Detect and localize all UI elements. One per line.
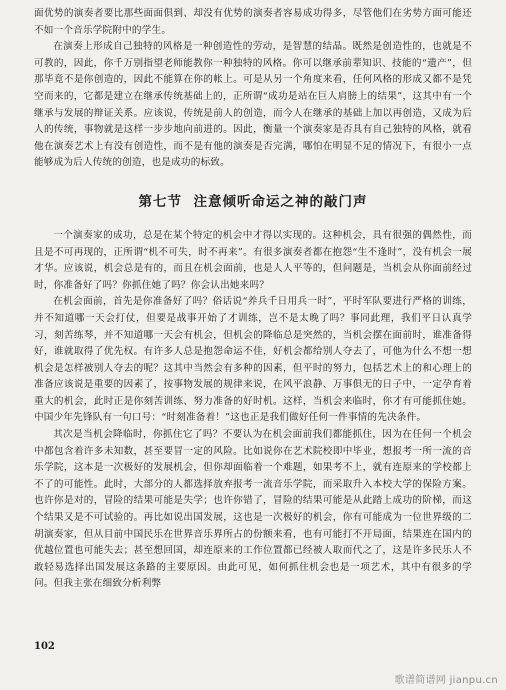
section-heading <box>34 190 472 210</box>
paragraph-continued: 面优势的演奏者要比那些面面俱到、却没有优势的演奏者容易成功得多，尽管他们在劣势方面可能还不如一个音乐学院附中的学生。 <box>34 8 472 36</box>
paragraph-preparation: 在机会面前，首先是你准备好了吗？俗话说“养兵千日用兵一时”，平时军队要进行严格的训练，并不知道哪一天会打仗，但要是战事开始了才训练，岂不是太晚了吗？事同此理，我们平日认真学习，刻苦练琴，并不知道哪一天会有机会，但机会的降临总是突然的，当机会摆在面前时，谁准备得好，谁就取得了优先权。有许多人总是抱怨命运不佳，好机会都给别人夺去了，可他为什么不想一想机会是怎样被别人夺去的呢？这其中当然会有多种的因素，但平时的努力，包括艺术上的和心理上的准备应该说是重要的因素了，按事物发展的规律来说，在风平浪静、万事俱无的日子中，一定孕育着重大的机会，此时正是你刻苦训练、努力准备的好时机。这样，当机会来临时，你才有可能抓住她。中国少年先锋队有一句口号：“时刻准备着！”这也正是我们做好任何一件事情的先决条件。 <box>34 296 472 424</box>
section-number: 第七节 <box>138 193 183 210</box>
paragraph-style: 在演奏上形成自己独特的风格是一种创造性的劳动，是智慧的结晶。既然是创造性的，也就是不可教的，因此，你千万别指望老师能教你一种独特的风格。你可以继承前辈知识、技能的“遗产”，但那毕竟不是你创造的，因此不能算在你的帐上。可是从另一个角度来看，任何风格的形成又都不是凭空而来的，它都是建立在继承传统基础上的，正所谓“成功是站在巨人肩膀上的结果”，这其中有一个继承与发展的辩证关系。应该说，传统是前人的创造，而今人在继承的基础上加以再创造，又成为后人的传统，事物就是这样一步步地向前进的。因此，衡量一个演奏家是否具有自己独特的风格，就看他在演奏艺术上有没有创造性，而不是有他的演奏是否完满，哪怕在明显不足的情况下，有很小一点能够成为后人传统的创造，也是成功的标致。 <box>34 41 472 169</box>
paragraph-seize: 其次是当机会降临时，你抓住它了吗？不要认为在机会面前我们都能抓住，因为在任何一个机会中都包含着许多未知数，甚至要冒一定的风险。比如说你在艺术院校即中毕业，想报考一所一流的音乐学院，这本是一次极好的发展机会，但你却面临着一个难题，如果考不上，就有连原来的学校都上不了的可能性。此时，大部分的人都选择放弃报考一流音乐学院，而采取升入本校大学的保险方案。也许你是对的，冒险的结果可能是失学；也许你错了，冒险的结果可能是从此踏上成功的阶梯，而这个结果又是不可试验的。再比如说出国发展，这也是一次极好的机会，你有可能成为一位世界级的二胡演奏家，但从目前中国民乐在世界音乐界所占的份额来看，也有可能打不开局面，结果连在国内的优越位置也可能失去；甚至想回国，却连原来的工作位置都已经被人取而代之了，这是许多民乐人不敢轻易选择出国发展这条路的主要原因。由此可见，如何抓住机会也是一项艺术，其中有很多的学问。但我主张在细致分析利弊 <box>34 429 472 590</box>
page-number: 102 <box>34 641 55 652</box>
paragraph-opportunity: 一个演奏家的成功，总是在某个特定的机会中才得以实现的。这种机会，具有很强的偶然性，而且是不可再现的，正所谓“机不可失，时不再来”。有很多演奏者都在抱怨“生不逢时”，没有机会一展才华。应该说，机会总是有的，而且在机会面前，也是人人平等的，但问题是，当机会从你面前经过时，你准备好了吗？你抓住她了吗？你会认出她来吗？ <box>34 229 472 291</box>
section-title: 注意倾听命运之神的敲门声 <box>193 193 368 210</box>
watermark: 歌谱简谱网 jianpu.cn <box>394 675 498 686</box>
